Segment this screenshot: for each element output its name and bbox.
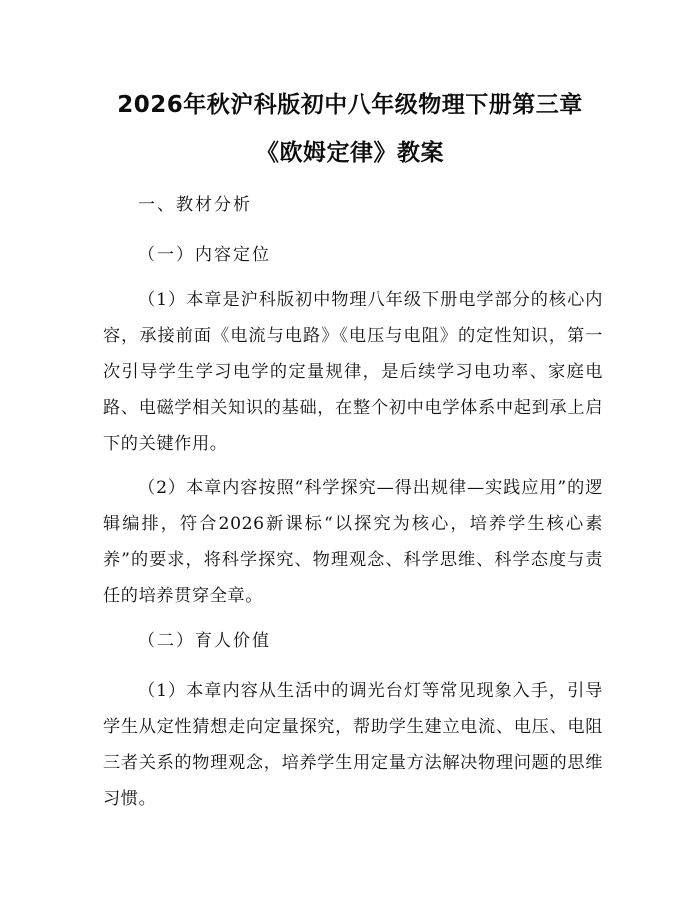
paragraph-chapter-position: （1）本章是沪科版初中物理八年级下册电学部分的核心内容，承接前面《电流与电路》《电压与电阻》的定性知识，第一次引导学生学习电学的定量规律，是后续学习电功率、家庭电路、电磁学相关知识的基础，在整个初中电学体系中起到承上启下的关键作用。 bbox=[103, 290, 603, 454]
subsection-heading-content-positioning: （一）内容定位 bbox=[138, 245, 271, 265]
document-title-line-2: 《欧姆定律》教案 bbox=[256, 140, 444, 166]
subsection-heading-educational-value: （二）育人价值 bbox=[138, 631, 271, 651]
paragraph-educational-value: （1）本章内容从生活中的调光台灯等常见现象入手，引导学生从定性猜想走向定量探究，帮助学生建立电流、电压、电阻三者关系的物理观念，培养学生用定量方法解决物理问题的思维习惯。 bbox=[103, 681, 603, 809]
document-title-line-1: 2026年秋沪科版初中八年级物理下册第三章 bbox=[117, 92, 583, 118]
section-heading-textbook-analysis: 一、教材分析 bbox=[138, 195, 252, 215]
paragraph-chapter-structure: （2）本章内容按照“科学探究—得出规律—实践应用”的逻辑编排，符合2026新课标“以探究为核心，培养学生核心素养”的要求，将科学探究、物理观念、科学思维、科学态度与责任的培养贯穿全章。 bbox=[103, 478, 603, 606]
